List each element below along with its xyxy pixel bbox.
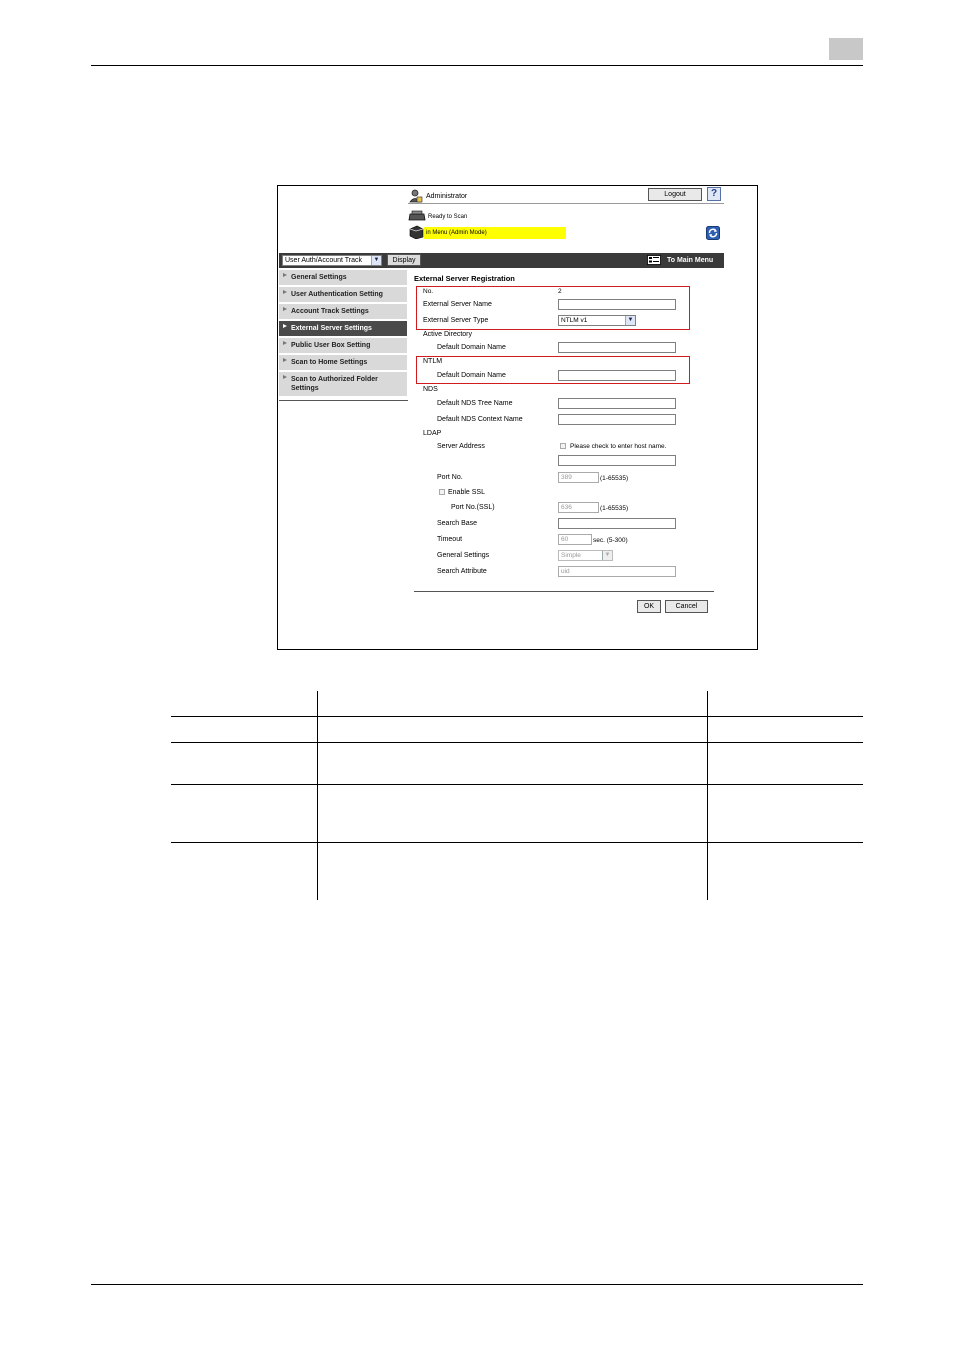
search-attribute-input[interactable]: uid [558, 566, 676, 577]
port-ssl-label: Port No.(SSL) [451, 504, 495, 511]
general-settings-label: General Settings [437, 552, 490, 559]
user-label: Administrator [426, 193, 468, 200]
sidebar-bottom-rule [279, 400, 408, 401]
sidebar-item-label: Scan to Authorized Folder [291, 376, 378, 383]
nds-label: NDS [423, 386, 438, 393]
sidebar-item-scan-to-home[interactable] [279, 355, 407, 371]
printer-icon [408, 210, 426, 222]
ntlm-label: NTLM [423, 358, 443, 365]
category-select[interactable] [282, 255, 382, 266]
server-type-label: External Server Type [423, 317, 489, 324]
chevron-down-icon: ▼ [602, 551, 612, 560]
table-column-divider [707, 691, 708, 900]
logout-button[interactable]: Logout [648, 188, 702, 201]
triangle-right-icon [283, 324, 287, 328]
ok-button[interactable]: OK [637, 600, 661, 613]
no-value: 2 [558, 288, 562, 295]
port-input[interactable]: 389 [558, 472, 599, 483]
host-name-checkbox[interactable] [560, 443, 566, 449]
ldap-label: LDAP [423, 430, 442, 437]
table-row-divider [171, 784, 863, 785]
chevron-down-icon: ▼ [371, 256, 381, 265]
ad-domain-input[interactable] [558, 342, 676, 353]
box-icon [408, 225, 424, 239]
refresh-icon[interactable] [706, 226, 720, 240]
sidebar-item-general-settings[interactable] [279, 270, 407, 286]
triangle-right-icon [283, 290, 287, 294]
timeout-unit: sec. (5-300) [593, 537, 628, 544]
cancel-button[interactable]: Cancel [665, 600, 708, 613]
chevron-down-icon: ▼ [625, 316, 635, 325]
nds-context-input[interactable] [558, 414, 676, 425]
server-name-input[interactable] [558, 299, 676, 310]
timeout-input[interactable]: 60 [558, 534, 592, 545]
footer-rule [91, 1284, 863, 1285]
nds-context-label: Default NDS Context Name [437, 416, 523, 423]
page-number-box [829, 38, 863, 60]
sidebar-item-label: Public User Box Setting [291, 342, 371, 349]
server-type-select[interactable] [558, 315, 636, 326]
port-range: (1-65535) [600, 475, 629, 482]
port-label: Port No. [437, 474, 463, 481]
enable-ssl-checkbox[interactable] [439, 489, 445, 495]
nds-tree-label: Default NDS Tree Name [437, 400, 513, 407]
main-menu-icon [647, 255, 661, 265]
sidebar-item-label: Account Track Settings [291, 308, 369, 315]
to-main-menu-link[interactable]: To Main Menu [667, 257, 714, 264]
server-name-label: External Server Name [423, 301, 492, 308]
port-ssl-range: (1-65535) [600, 505, 629, 512]
triangle-right-icon [283, 273, 287, 277]
host-name-check-label: Please check to enter host name. [570, 443, 667, 450]
table-row-divider [171, 716, 863, 717]
sidebar-item-label: Scan to Home Settings [291, 359, 368, 366]
category-select-value: User Auth/Account Track [285, 257, 363, 264]
mode-text: in Menu (Admin Mode) [426, 230, 487, 236]
sidebar-item-user-authentication[interactable] [279, 287, 407, 303]
sidebar-item-account-track[interactable] [279, 304, 407, 320]
status-text: Ready to Scan [428, 214, 468, 220]
table-column-divider [317, 691, 318, 900]
server-type-value: NTLM v1 [561, 317, 588, 324]
triangle-right-icon [283, 307, 287, 311]
help-button[interactable]: ? [707, 187, 721, 201]
sidebar-item-label: General Settings [291, 274, 347, 281]
screenshot-frame [277, 185, 758, 650]
enable-ssl-label: Enable SSL [448, 489, 485, 496]
sidebar-item-external-server[interactable] [279, 321, 407, 337]
sidebar-item-label: User Authentication Setting [291, 291, 383, 298]
triangle-right-icon [283, 358, 287, 362]
sidebar-item-label: External Server Settings [291, 325, 372, 332]
port-ssl-input[interactable]: 636 [558, 502, 599, 513]
page-title: External Server Registration [414, 274, 515, 283]
display-button[interactable]: Display [387, 254, 421, 266]
table-row-divider [171, 742, 863, 743]
nds-tree-input[interactable] [558, 398, 676, 409]
server-address-label: Server Address [437, 443, 485, 450]
table-row-divider [171, 842, 863, 843]
general-settings-value: Simple [561, 552, 581, 559]
general-settings-select[interactable] [558, 550, 613, 561]
triangle-right-icon [283, 341, 287, 345]
sidebar-item-public-user-box[interactable] [279, 338, 407, 354]
sidebar-item-scan-to-authorized-folder[interactable] [279, 372, 407, 397]
ntlm-domain-label: Default Domain Name [437, 372, 506, 379]
triangle-right-icon [283, 375, 287, 379]
ntlm-domain-input[interactable] [558, 370, 676, 381]
ad-domain-label: Default Domain Name [437, 344, 506, 351]
search-attribute-label: Search Attribute [437, 568, 487, 575]
header-rule [91, 65, 863, 66]
timeout-label: Timeout [437, 536, 463, 543]
search-base-label: Search Base [437, 520, 478, 527]
administrator-icon [409, 189, 423, 203]
header-divider [408, 203, 724, 204]
sidebar-item-label-line2: Settings [291, 385, 319, 392]
no-label: No. [423, 288, 434, 295]
server-address-input[interactable] [558, 455, 676, 466]
active-directory-label: Active Directory [423, 331, 473, 338]
form-bottom-rule [414, 591, 714, 592]
search-base-input[interactable] [558, 518, 676, 529]
